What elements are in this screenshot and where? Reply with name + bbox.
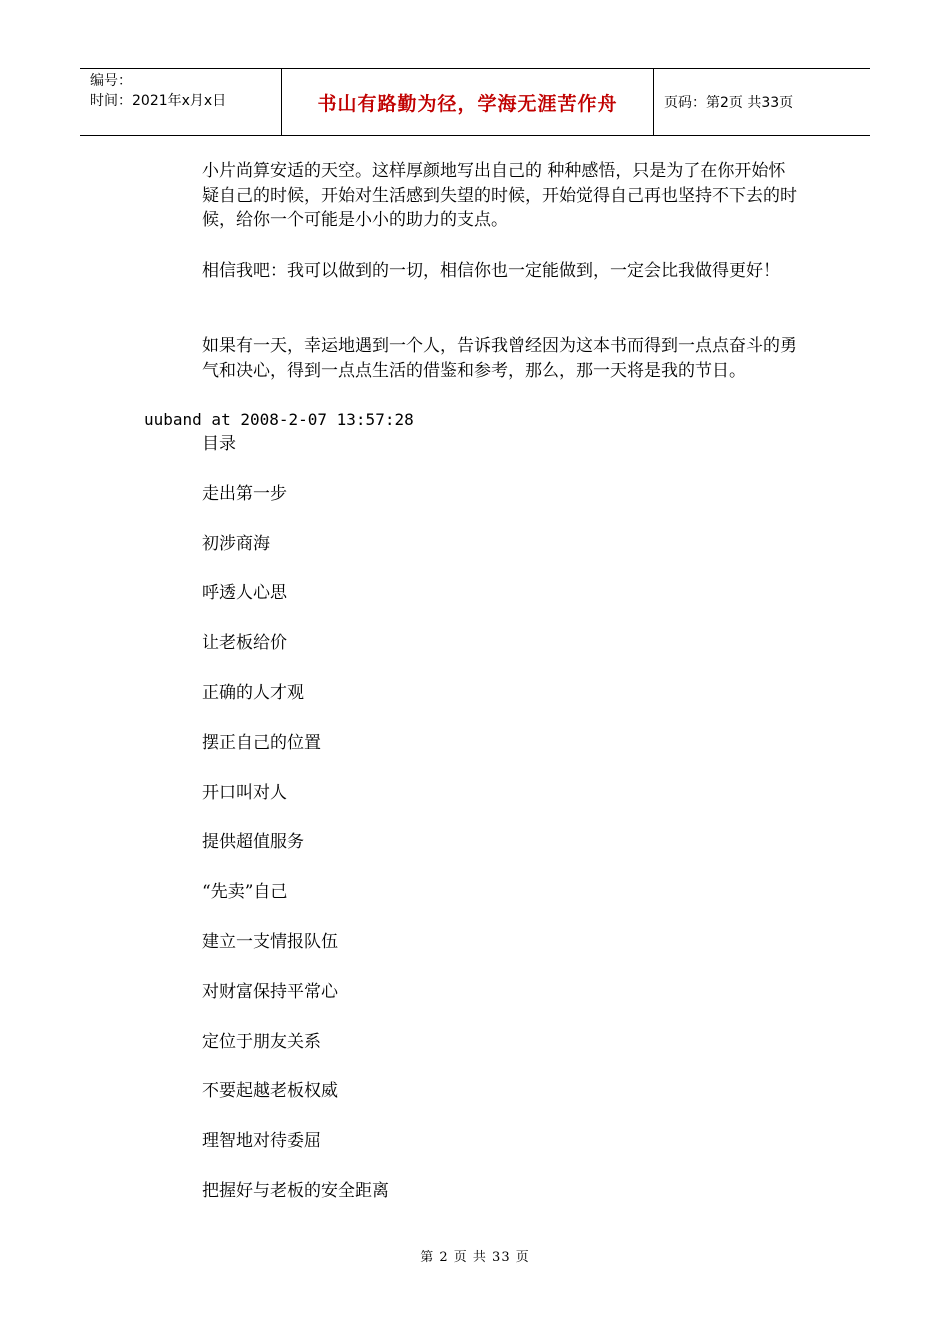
page-footer: 第 2 页 共 33 页	[420, 1250, 530, 1265]
toc-item: 初涉商海	[202, 533, 270, 554]
table-of-contents	[202, 432, 389, 1229]
toc-item: 提供超值服务	[202, 832, 304, 853]
header-motto-cell	[282, 69, 654, 135]
header-page-info: 页码：第2页 共33页	[664, 95, 794, 111]
toc-item: 建立一支情报队伍	[202, 931, 338, 952]
toc-item: 对财富保持平常心	[202, 981, 338, 1002]
document-date: 时间：2021年x月x日	[90, 93, 227, 109]
toc-item: 摆正自己的位置	[202, 732, 321, 753]
toc-item: 走出第一步	[202, 483, 287, 504]
toc-item: 让老板给价	[202, 633, 287, 654]
header-page-cell	[654, 69, 870, 135]
body-paragraph: 如果有一天，幸运地遇到一个人，告诉我曾经因为这本书而得到一点点奋斗的勇气和决心，得到一点点生活的借鉴和参考，那么，那一天将是我的节日。	[202, 336, 797, 381]
header-meta-cell	[80, 69, 282, 135]
toc-item: 理智地对待委屈	[202, 1131, 321, 1152]
toc-item: “先卖”自己	[202, 882, 288, 903]
toc-item: 不要起越老板权威	[202, 1081, 338, 1102]
page-header	[80, 68, 870, 136]
toc-title: 目录	[202, 434, 236, 454]
header-motto: 书山有路勤为径，学海无涯苦作舟	[317, 92, 618, 115]
toc-item: 正确的人才观	[202, 682, 304, 703]
post-meta: uuband at 2008-2-07 13:57:28	[144, 410, 414, 429]
toc-item: 呼透人心思	[202, 583, 287, 604]
toc-item: 定位于朋友关系	[202, 1031, 321, 1052]
toc-item: 把握好与老板的安全距离	[202, 1180, 389, 1201]
toc-item: 开口叫对人	[202, 782, 287, 803]
body-paragraph: 相信我吧：我可以做到的一切，相信你也一定能做到，一定会比我做得更好！	[202, 261, 780, 281]
body-paragraph: 小片尚算安适的天空。这样厚颜地写出自己的 种种感悟，只是为了在你开始怀疑自己的时候，开始对生活感到失望的时候，开始觉得自己再也坚持不下去的时候，给你一个可能是小小的助力的支点。	[202, 161, 797, 230]
document-number: 编号：	[90, 73, 132, 89]
